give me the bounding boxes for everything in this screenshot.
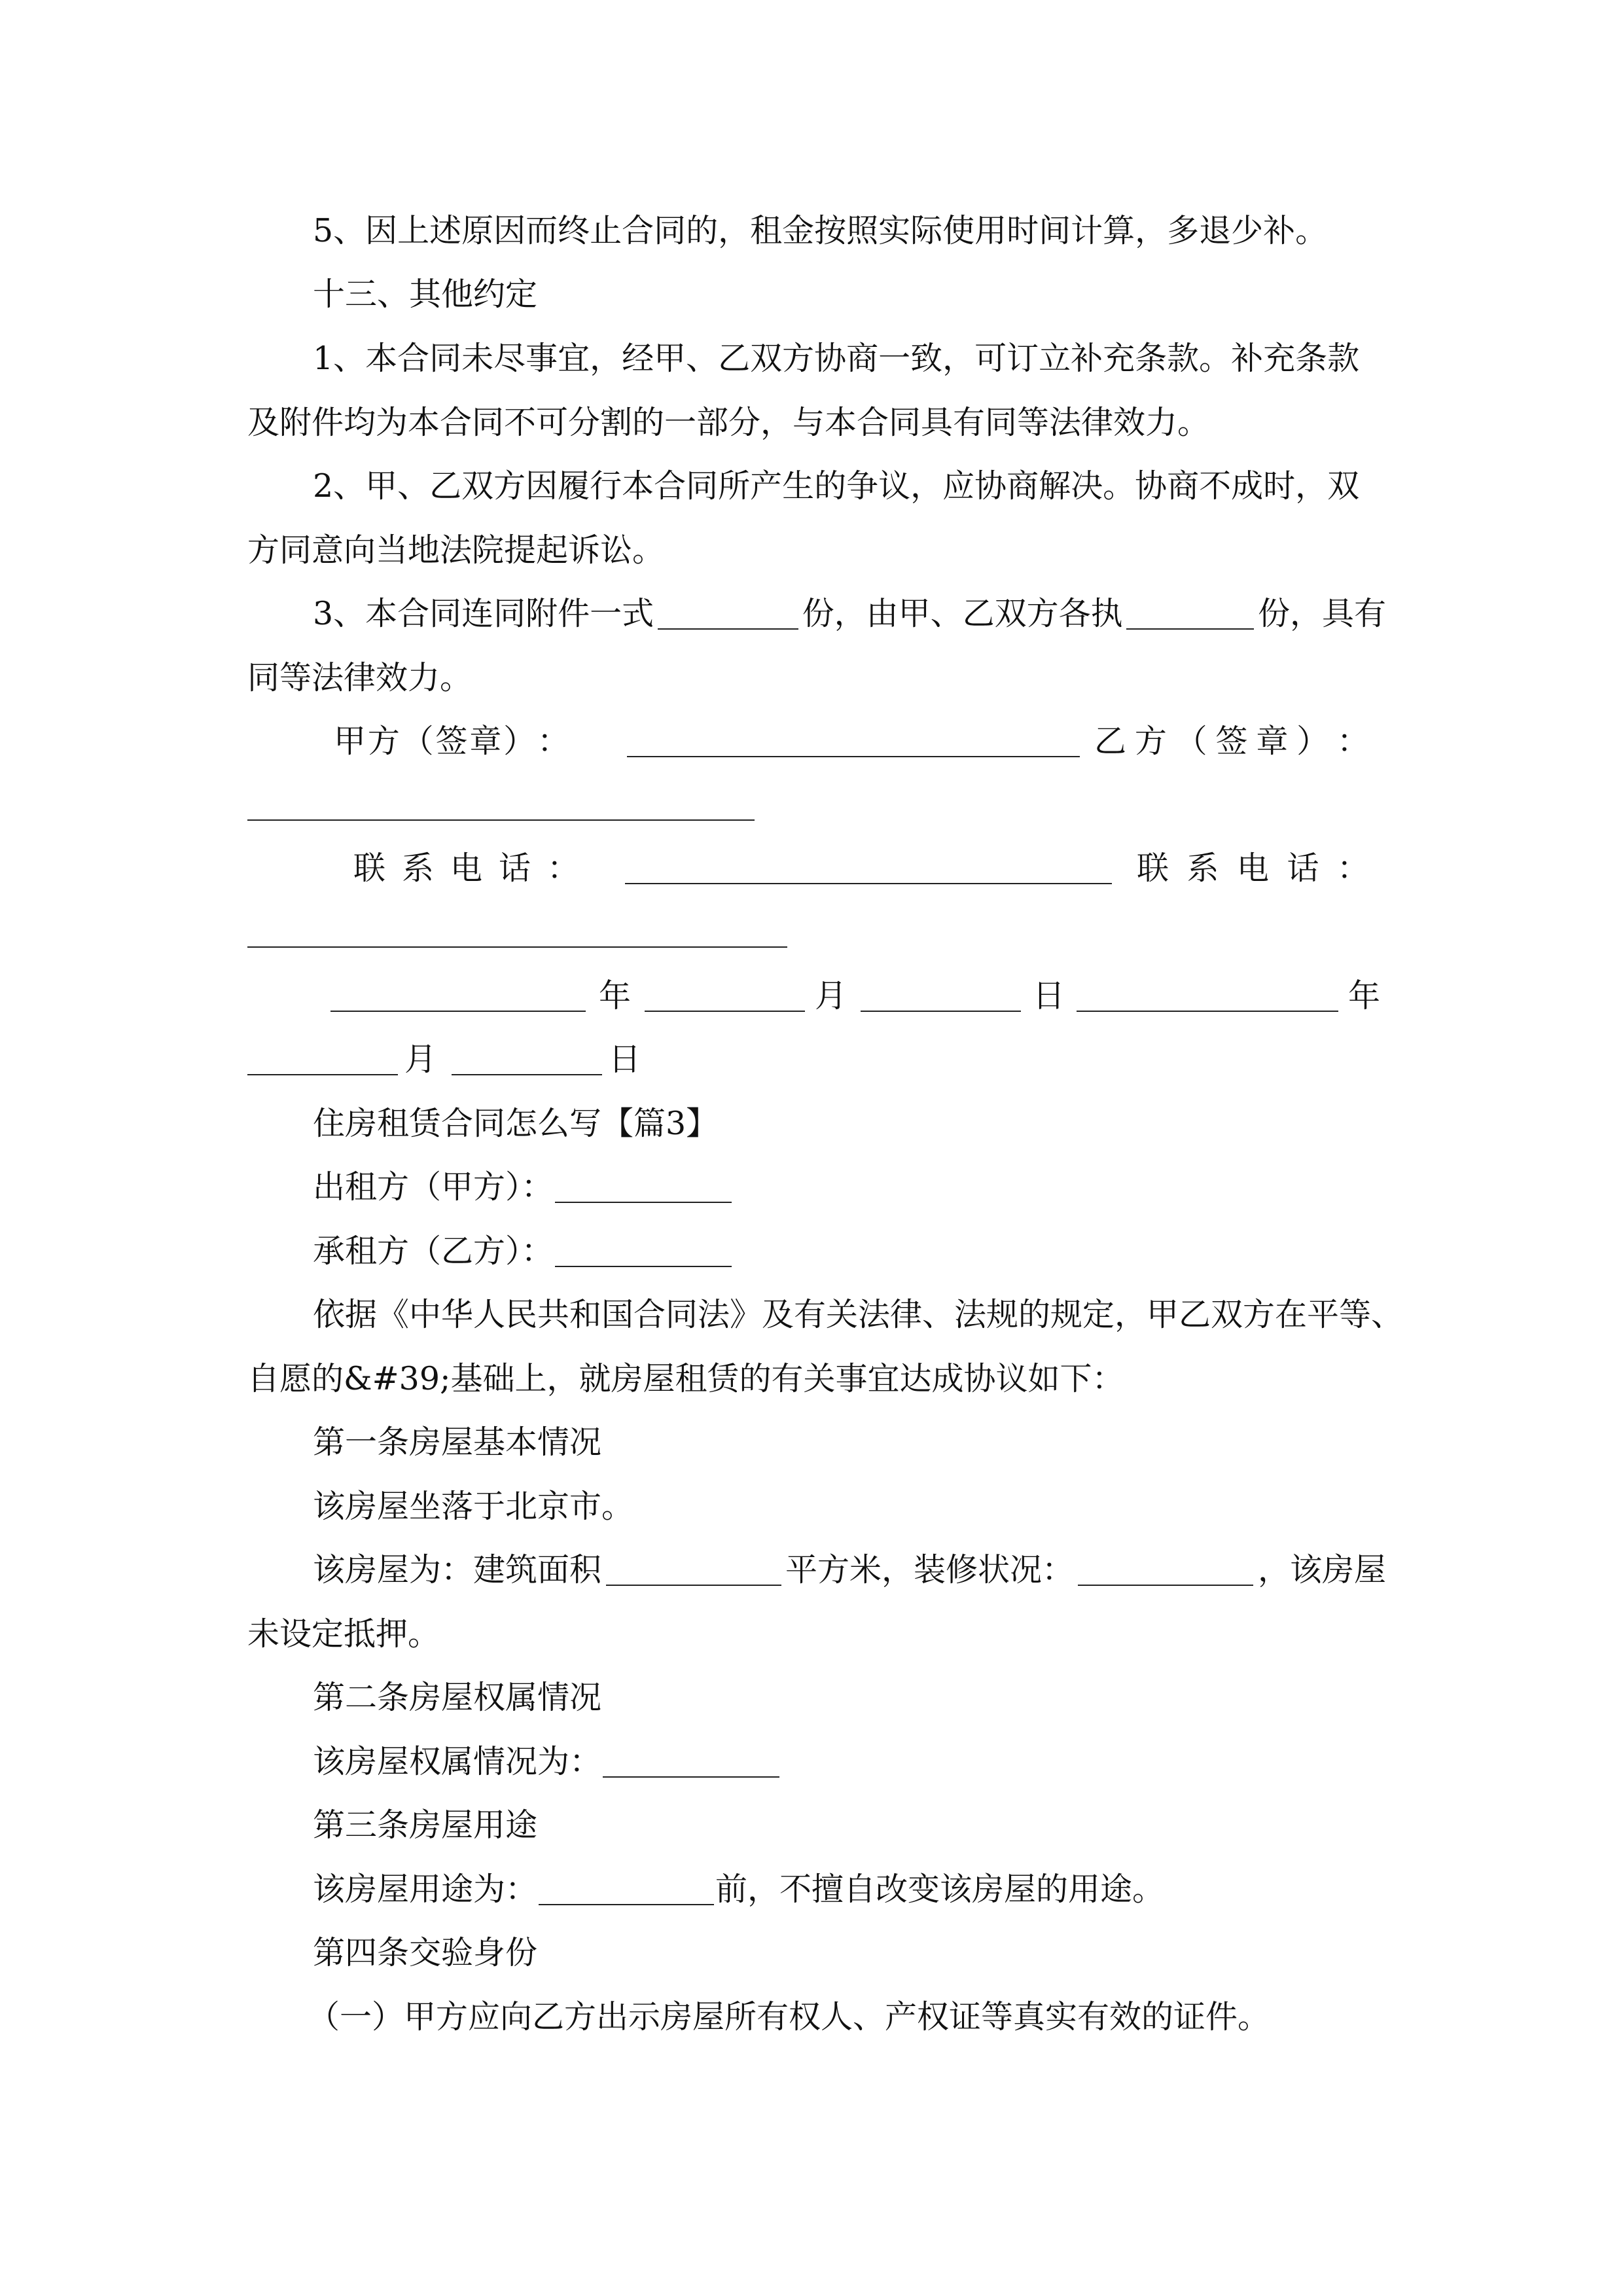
party-a-phone-label: 联 系 电 话 ：	[353, 850, 579, 887]
ownership-blank[interactable]	[603, 1748, 779, 1778]
party-a-phone-blank[interactable]	[625, 883, 1112, 884]
paragraph-1-line-1: 1、本合同未尽事宜，经甲、乙双方协商一致，可订立补充条款。补充条款	[313, 340, 1360, 377]
lessee-label: 承租方（乙方）：	[313, 1232, 554, 1270]
party-b-month-label: 月	[404, 1041, 437, 1078]
article-1-location: 该房屋坐落于北京市。	[313, 1488, 634, 1525]
paragraph-termination-5: 5、因上述原因而终止合同的，租金按照实际使用时间计算，多退少补。	[313, 212, 1328, 249]
article-4-item-1: （一）甲方应向乙方出示房屋所有权人、产权证等真实有效的证件。	[308, 1998, 1270, 2036]
paragraph-3-mid: 份，由甲、乙双方各执	[802, 595, 1123, 632]
party-a-day-blank[interactable]	[861, 1011, 1021, 1012]
party-b-year-blank[interactable]	[1077, 1011, 1338, 1012]
party-a-signature-label: 甲 方 （ 签 章 ） ：	[334, 723, 569, 760]
article-3-suffix: 前，不擅自改变该房屋的用途。	[715, 1871, 1165, 1908]
party-b-day-label: 日	[609, 1041, 641, 1078]
article-3-prefix: 该房屋用途为：	[313, 1871, 538, 1908]
paragraph-2-line-2: 方同意向当地法院提起诉讼。	[247, 531, 665, 569]
lessor-label: 出租方（甲方）：	[313, 1168, 554, 1206]
paragraph-1-line-2: 及附件均为本合同不可分割的一部分，与本合同具有同等法律效力。	[247, 404, 1210, 441]
usage-blank[interactable]	[539, 1875, 714, 1905]
copies-total-blank[interactable]	[658, 600, 798, 630]
section-heading-other-terms: 十三、其他约定	[313, 276, 538, 313]
basis-line-2: 自愿的&#39;基础上，就房屋租赁的有关事宜达成协议如下：	[247, 1360, 1124, 1397]
party-b-year-label: 年	[1348, 977, 1381, 1014]
party-b-phone-blank[interactable]	[247, 946, 787, 948]
article-1-area-prefix: 该房屋为：建筑面积	[313, 1551, 602, 1588]
article-1-area-unit: 平方米，装修状况：	[785, 1551, 1074, 1588]
article-2-label: 该房屋权属情况为：	[313, 1743, 602, 1780]
basis-line-1: 依据《中华人民共和国合同法》及有关法律、法规的规定，甲乙双方在平等、	[313, 1296, 1404, 1333]
article-1-mortgage: 未设定抵押。	[247, 1615, 440, 1653]
article-1-heading: 第一条房屋基本情况	[313, 1424, 602, 1461]
article-2-line	[313, 1743, 1386, 1780]
article-1-area-suffix: ，该房屋	[1257, 1551, 1386, 1588]
paragraph-3-line-1	[313, 595, 1386, 632]
building-area-blank[interactable]	[606, 1556, 781, 1586]
party-a-day-label: 日	[1033, 977, 1065, 1014]
party-a-year-label: 年	[599, 977, 632, 1014]
article-1-area-line	[313, 1551, 1386, 1588]
party-b-day-blank[interactable]	[452, 1074, 602, 1075]
party-a-year-blank[interactable]	[330, 1011, 586, 1012]
paragraph-3-prefix: 3、本合同连同附件一式	[313, 595, 654, 632]
party-b-phone-label: 联 系 电 话 ：	[1137, 850, 1369, 887]
lessee-line	[313, 1232, 1386, 1270]
article-3-title: 住房租赁合同怎么写【篇3】	[313, 1105, 719, 1142]
party-b-month-blank[interactable]	[247, 1074, 398, 1075]
article-3-heading: 第三条房屋用途	[313, 1806, 538, 1844]
party-a-month-label: 月	[815, 977, 847, 1014]
party-b-signature-label: 乙 方 （ 签 章 ） ：	[1094, 723, 1369, 760]
lessee-blank[interactable]	[555, 1237, 732, 1267]
paragraph-2-line-1: 2、甲、乙双方因履行本合同所产生的争议，应协商解决。协商不成时，双	[313, 467, 1360, 505]
paragraph-3-suffix: 份，具有	[1257, 595, 1386, 632]
party-a-signature-blank[interactable]	[627, 756, 1080, 757]
article-4-heading: 第四条交验身份	[313, 1934, 538, 1971]
copies-each-blank[interactable]	[1126, 600, 1254, 630]
article-3-line	[313, 1871, 1386, 1908]
paragraph-3-line-2: 同等法律效力。	[247, 659, 473, 696]
lessor-blank[interactable]	[555, 1173, 732, 1203]
decoration-status-blank[interactable]	[1078, 1556, 1253, 1586]
lessor-line	[313, 1168, 1386, 1206]
party-b-signature-blank[interactable]	[247, 819, 755, 821]
article-2-heading: 第二条房屋权属情况	[313, 1679, 602, 1716]
party-a-month-blank[interactable]	[645, 1011, 805, 1012]
